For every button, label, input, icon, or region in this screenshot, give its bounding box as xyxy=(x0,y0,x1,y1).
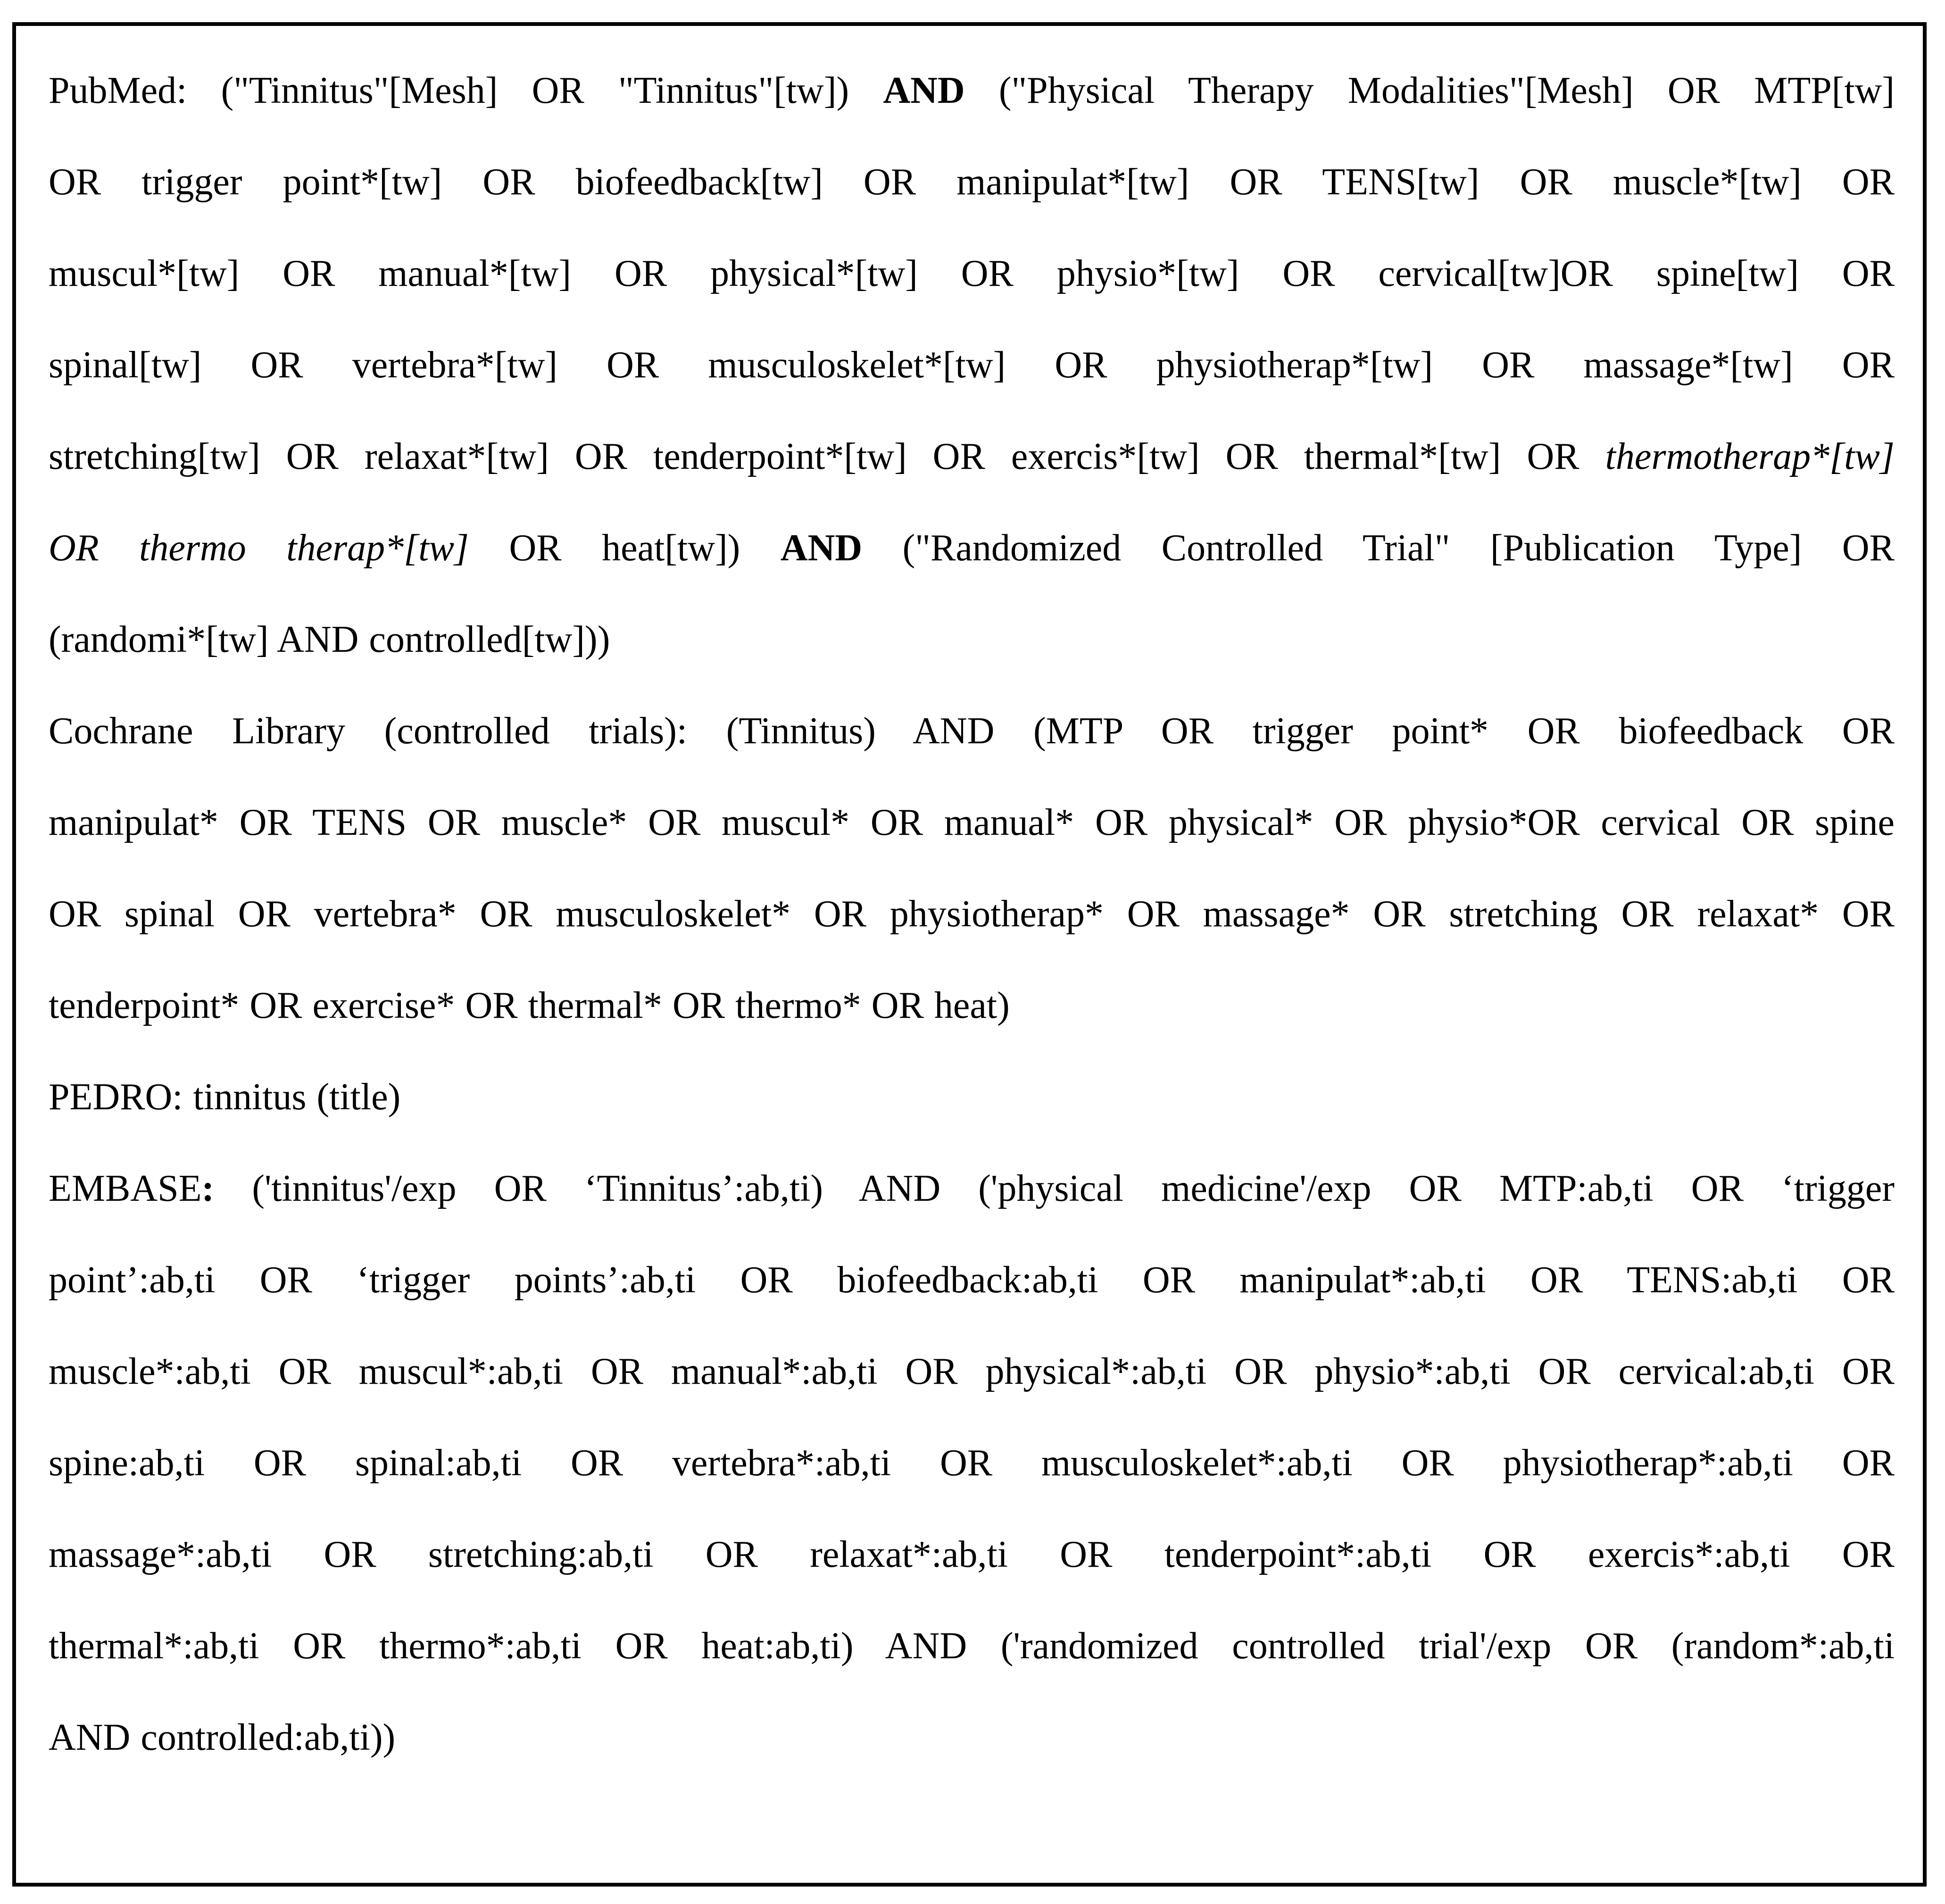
text-line xyxy=(49,411,1895,502)
text-line xyxy=(49,1509,1895,1600)
text-run: thermal*:ab,ti OR thermo*:ab,ti OR heat:ab,ti) AND ('randomized controlled trial'/exp OR (random*:ab,ti xyxy=(49,1625,1895,1667)
text-run: spine:ab,ti OR spinal:ab,ti OR vertebra*:ab,ti OR musculoskelet*:ab,ti OR physiotherap*:ab,ti OR xyxy=(49,1442,1895,1484)
text-line xyxy=(49,1692,1895,1783)
text-line xyxy=(49,960,1895,1051)
text-line xyxy=(49,136,1895,228)
text-line xyxy=(49,685,1895,777)
text-line xyxy=(49,228,1895,319)
text-run: tenderpoint* OR exercise* OR thermal* OR thermo* OR heat) xyxy=(49,985,1010,1026)
cochrane-search-strategy xyxy=(49,685,1895,1051)
italic-text: thermotherap*[tw] xyxy=(1605,436,1895,477)
text-run: AND controlled:ab,ti)) xyxy=(49,1717,396,1758)
text-run: OR spinal OR vertebra* OR musculoskelet* OR physiotherap* OR massage* OR stretching OR relaxat* OR xyxy=(49,893,1895,935)
text-line xyxy=(49,45,1895,136)
text-line xyxy=(49,1143,1895,1234)
text-run: point’:ab,ti OR ‘trigger points’:ab,ti OR biofeedback:ab,ti OR manipulat*:ab,ti OR TENS:ab,ti OR xyxy=(49,1259,1895,1301)
text-run: manipulat* OR TENS OR muscle* OR muscul* OR manual* OR physical* OR physio*OR cervical OR spine xyxy=(49,802,1895,843)
text-run: (randomi*[tw] AND controlled[tw])) xyxy=(49,619,610,660)
text-run: muscul*[tw] OR manual*[tw] OR physical*[tw] OR physio*[tw] OR cervical[tw]OR spine[tw] OR xyxy=(49,253,1895,294)
text-line xyxy=(49,868,1895,960)
bold-text: : xyxy=(201,1168,215,1209)
bold-text: AND xyxy=(883,70,965,111)
text-line xyxy=(49,319,1895,411)
text-run: PEDRO: tinnitus (title) xyxy=(49,1076,401,1118)
text-run: ("Physical Therapy Modalities"[Mesh] OR MTP[tw] xyxy=(964,70,1895,111)
text-run: stretching[tw] OR relaxat*[tw] OR tenderpoint*[tw] OR exercis*[tw] OR thermal*[tw] OR xyxy=(49,436,1605,477)
search-strategy-box xyxy=(12,22,1927,1887)
bold-text: AND xyxy=(780,527,863,569)
text-line xyxy=(49,777,1895,868)
text-run: massage*:ab,ti OR stretching:ab,ti OR relaxat*:ab,ti OR tenderpoint*:ab,ti OR exercis*:ab,ti OR xyxy=(49,1534,1895,1575)
text-line xyxy=(49,1600,1895,1692)
pedro-search-strategy xyxy=(49,1051,1895,1143)
text-run: ('tinnitus'/exp OR ‘Tinnitus’:ab,ti) AND ('physical medicine'/exp OR MTP:ab,ti OR ‘trigger xyxy=(214,1168,1895,1209)
text-run: PubMed: ("Tinnitus"[Mesh] OR "Tinnitus"[tw]) xyxy=(49,70,883,111)
italic-text: OR thermo therap*[tw] xyxy=(49,527,469,569)
text-run: OR trigger point*[tw] OR biofeedback[tw] OR manipulat*[tw] OR TENS[tw] OR muscle*[tw] OR xyxy=(49,161,1895,203)
text-line xyxy=(49,502,1895,594)
text-run: muscle*:ab,ti OR muscul*:ab,ti OR manual*:ab,ti OR physical*:ab,ti OR physio*:ab,ti OR cervical:ab,ti OR xyxy=(49,1351,1895,1392)
text-line xyxy=(49,1326,1895,1417)
embase-search-strategy xyxy=(49,1143,1895,1783)
text-line xyxy=(49,1417,1895,1509)
pubmed-search-strategy xyxy=(49,45,1895,685)
text-run: Cochrane Library (controlled trials): (Tinnitus) AND (MTP OR trigger point* OR biofeedback OR xyxy=(49,710,1895,752)
text-run: spinal[tw] OR vertebra*[tw] OR musculoskelet*[tw] OR physiotherap*[tw] OR massage*[tw] OR xyxy=(49,344,1895,386)
text-line xyxy=(49,1051,1895,1143)
text-line xyxy=(49,594,1895,685)
text-run: ("Randomized Controlled Trial" [Publication Type] OR xyxy=(862,527,1895,569)
text-line xyxy=(49,1234,1895,1326)
text-run: EMBASE xyxy=(49,1168,202,1209)
text-run: OR heat[tw]) xyxy=(469,527,781,569)
